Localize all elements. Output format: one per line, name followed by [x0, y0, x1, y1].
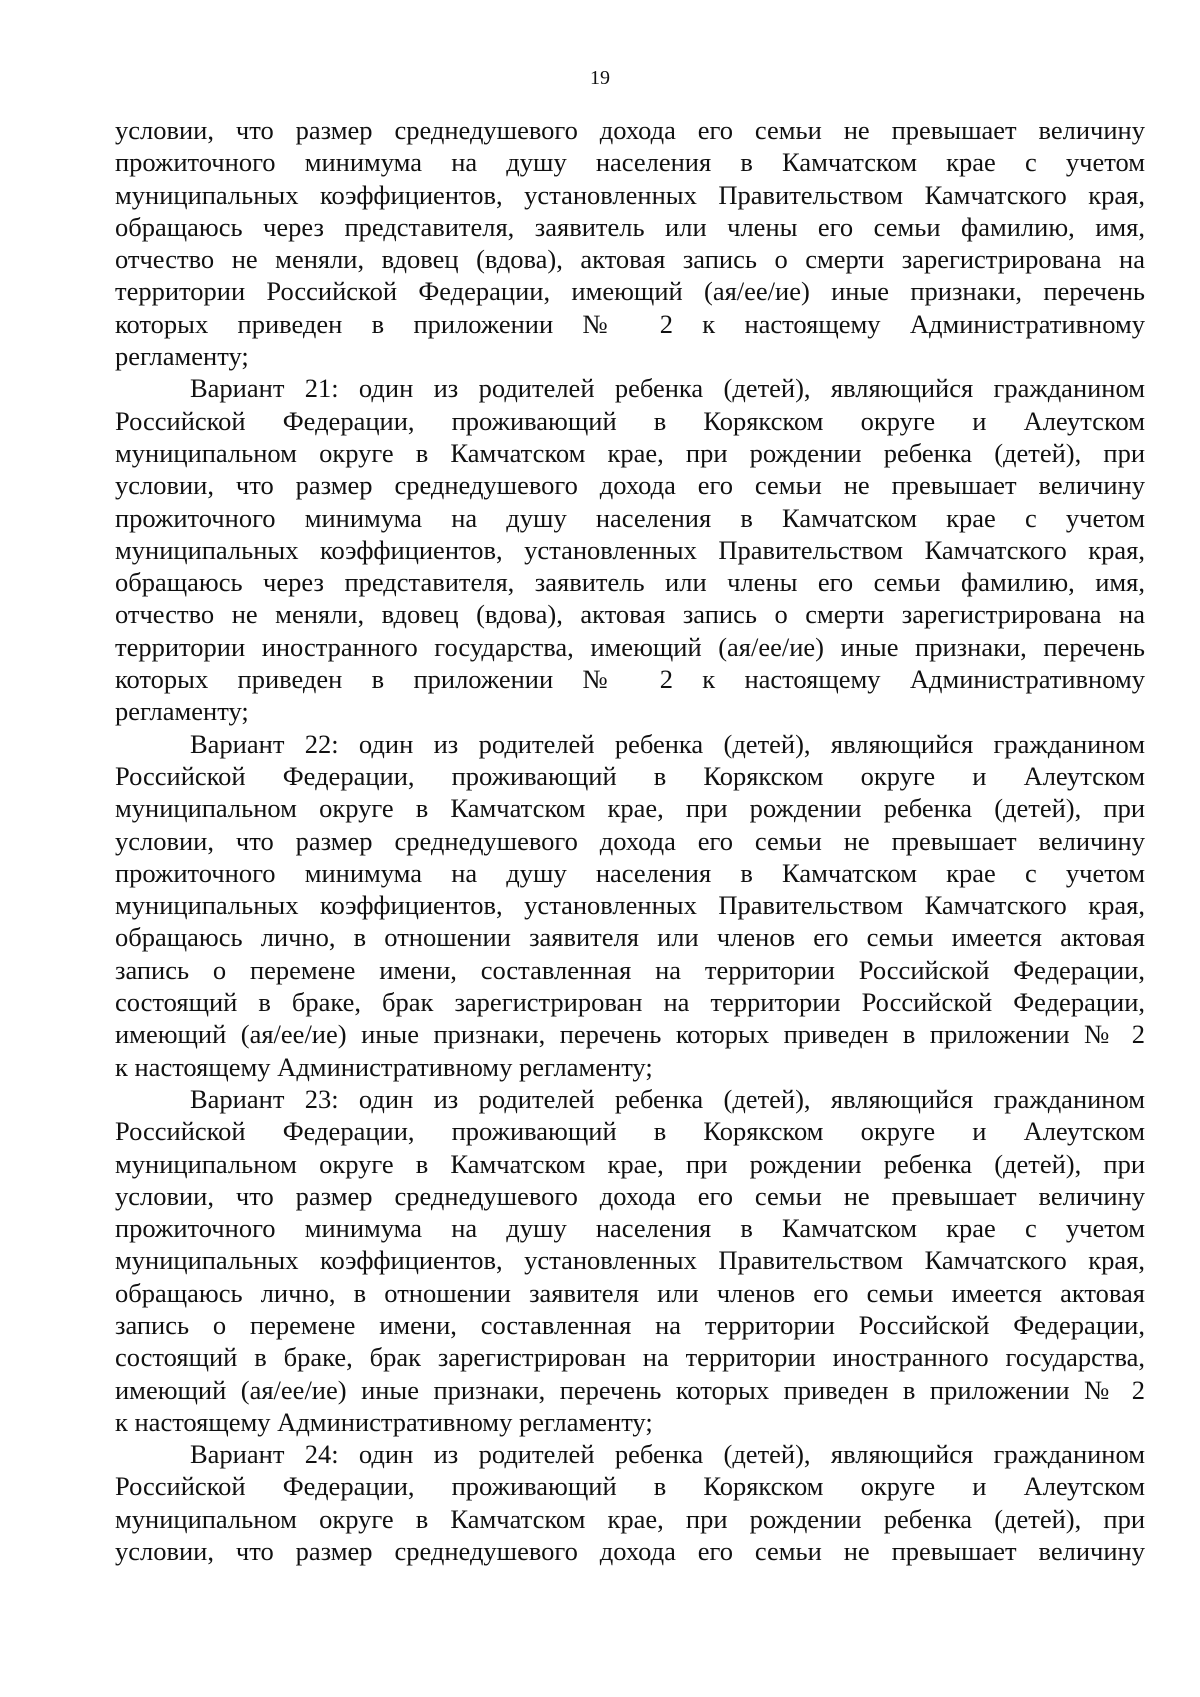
paragraph — [115, 1438, 1145, 1567]
text-line: обращаюсь лично, в отношении заявителя или членов его семьи имеется актовая — [115, 1277, 1145, 1308]
text-line: муниципальном округе в Камчатском крае, при рождении ребенка (детей), при — [115, 437, 1145, 468]
text-line: отчество не меняли, вдовец (вдова), актовая запись о смерти зарегистрирована на — [115, 599, 1145, 630]
text-line: муниципальном округе в Камчатском крае, при рождении ребенка (детей), при — [115, 1503, 1145, 1534]
text-line: прожиточного минимума на душу населения в Камчатском крае с учетом — [115, 1213, 1145, 1244]
page-number: 19 — [590, 67, 610, 89]
text-line: Вариант 24: один из родителей ребенка (детей), являющийся гражданином — [190, 1439, 1145, 1470]
text-line: которых приведен в приложении № 2 к настоящему Административному — [115, 308, 1145, 339]
text-line: регламенту; — [115, 696, 249, 727]
text-line: муниципальном округе в Камчатском крае, при рождении ребенка (детей), при — [115, 793, 1145, 824]
text-line: запись о перемене имени, составленная на территории Российской Федерации, — [115, 1309, 1145, 1340]
paragraph — [115, 114, 1145, 372]
text-line: состоящий в браке, брак зарегистрирован на территории Российской Федерации, — [115, 987, 1145, 1018]
text-line: Вариант 22: один из родителей ребенка (детей), являющийся гражданином — [190, 728, 1145, 759]
text-line: запись о перемене имени, составленная на территории Российской Федерации, — [115, 954, 1145, 985]
text-line: Российской Федерации, проживающий в Корякском округе и Алеутском — [115, 1471, 1145, 1502]
paragraph — [115, 1083, 1145, 1438]
text-line: Российской Федерации, проживающий в Корякском округе и Алеутском — [115, 760, 1145, 791]
text-line: условии, что размер среднедушевого дохода его семьи не превышает величину — [115, 825, 1145, 856]
text-line: имеющий (ая/ее/ие) иные признаки, перечень которых приведен в приложении № 2 — [115, 1019, 1145, 1050]
text-line: отчество не меняли, вдовец (вдова), актовая запись о смерти зарегистрирована на — [115, 244, 1145, 275]
text-line: состоящий в браке, брак зарегистрирован на территории иностранного государства, — [115, 1342, 1145, 1373]
text-line: муниципальных коэффициентов, установленных Правительством Камчатского края, — [115, 890, 1145, 921]
text-line: условии, что размер среднедушевого дохода его семьи не превышает величину — [115, 1536, 1145, 1567]
text-line: условии, что размер среднедушевого дохода его семьи не превышает величину — [115, 115, 1145, 145]
text-line: обращаюсь лично, в отношении заявителя или членов его семьи имеется актовая — [115, 922, 1145, 953]
text-line: Вариант 23: один из родителей ребенка (детей), являющийся гражданином — [190, 1083, 1145, 1114]
document-body — [115, 114, 1145, 1567]
text-line: муниципальных коэффициентов, установленных Правительством Камчатского края, — [115, 534, 1145, 565]
text-line: территории иностранного государства, имеющий (ая/ее/ие) иные признаки, перечень — [115, 631, 1145, 662]
text-line: прожиточного минимума на душу населения в Камчатском крае с учетом — [115, 502, 1145, 533]
paragraph — [115, 372, 1145, 727]
text-line: Российской Федерации, проживающий в Корякском округе и Алеутском — [115, 1116, 1145, 1147]
text-line: муниципальных коэффициентов, установленных Правительством Камчатского края, — [115, 1245, 1145, 1276]
text-line: Российской Федерации, проживающий в Корякском округе и Алеутском — [115, 405, 1145, 436]
text-line: условии, что размер среднедушевого дохода его семьи не превышает величину — [115, 470, 1145, 501]
text-line: которых приведен в приложении № 2 к настоящему Административному — [115, 664, 1145, 695]
text-line: муниципальных коэффициентов, установленных Правительством Камчатского края, — [115, 179, 1145, 210]
text-line: регламенту; — [115, 341, 249, 372]
text-line: муниципальном округе в Камчатском крае, при рождении ребенка (детей), при — [115, 1148, 1145, 1179]
text-line: обращаюсь через представителя, заявитель или члены его семьи фамилию, имя, — [115, 211, 1145, 242]
text-line: к настоящему Административному регламенту; — [115, 1406, 653, 1437]
text-line: прожиточного минимума на душу населения в Камчатском крае с учетом — [115, 147, 1145, 178]
paragraph — [115, 728, 1145, 1083]
text-line: прожиточного минимума на душу населения в Камчатском крае с учетом — [115, 857, 1145, 888]
text-line: имеющий (ая/ее/ие) иные признаки, перечень которых приведен в приложении № 2 — [115, 1374, 1145, 1405]
text-line: обращаюсь через представителя, заявитель или члены его семьи фамилию, имя, — [115, 567, 1145, 598]
text-line: территории Российской Федерации, имеющий (ая/ее/ие) иные признаки, перечень — [115, 276, 1145, 307]
text-line: к настоящему Административному регламенту; — [115, 1051, 653, 1082]
text-line: Вариант 21: один из родителей ребенка (детей), являющийся гражданином — [190, 373, 1145, 404]
text-line: условии, что размер среднедушевого дохода его семьи не превышает величину — [115, 1180, 1145, 1211]
